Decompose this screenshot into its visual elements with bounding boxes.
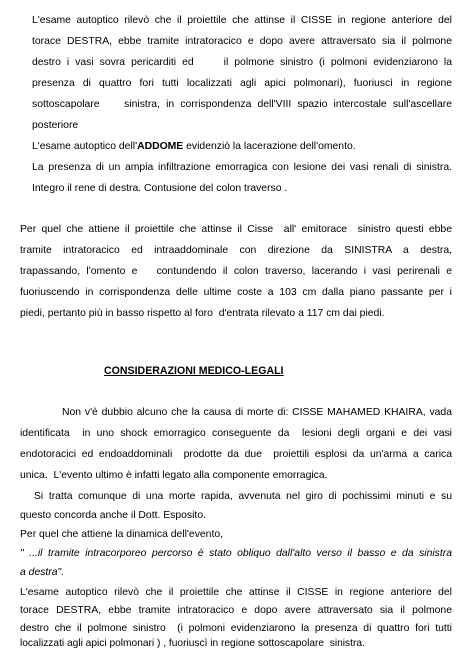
para1-line-2: torace DESTRA, ebbe tramite intratoracico e dopo avere attraversato sia il polmone — [32, 36, 452, 47]
para4-line-5: piedi, pertanto più in basso rispetto al foro d'entrata rilevato a 117 cm dai piedi. — [20, 308, 385, 319]
para3-line-1: La presenza di un ampia infiltrazione emorragica con lesione dei vasi renali di sinistra. — [32, 162, 452, 173]
para4-line-3: trapassando, l'omento e contundendo il colon traverso, lacerando i vasi perirenali e — [20, 266, 452, 277]
para2-suffix: evidenziò la lacerazione dell'omento. — [183, 141, 356, 152]
para8-line-3: destro che il polmone sinistro (i polmoni evidenziarono la presenza di quattro fori tutti — [20, 623, 452, 634]
para1-line-4: presenza di quattro fori tutti localizzati agli apici polmonari), fuoriuscì in regione — [32, 78, 452, 89]
section-heading: CONSIDERAZIONI MEDICO-LEGALI — [104, 365, 284, 377]
para6-line-2: questo concorda anche il Dott. Esposito. — [20, 510, 206, 521]
para1-line-6: posteriore — [32, 120, 79, 131]
para6-line-1: Si tratta comunque di una morte rapida, avvenuta nel giro di pochissimi minuti e su — [34, 491, 452, 502]
para4-line-1: Per quel che attiene il proiettile che attinse il Cisse all' emitorace sinistro questi ebbe — [20, 224, 452, 235]
para8-line-2: torace DESTRA, ebbe tramite intratoracico e dopo avere attraversato sia il polmone — [20, 605, 452, 616]
para1-line-5: sottoscapolare sinistra, in corrispondenza dell'VIII spazio intercostale sull'ascellare — [32, 99, 452, 110]
para2-bold-addome: ADDOME — [137, 141, 184, 152]
para3-line-2: Integro il rene di destra. Contusione del colon traverso . — [32, 183, 288, 194]
para7-line: Per quel che attiene la dinamica dell'evento, — [20, 529, 223, 540]
para4-line-4: fuoriuscendo in corrispondenza delle ultime coste a 103 cm dalla piano passante per i — [20, 287, 452, 298]
para5-line-4: unica. L'evento ultimo è infatti legato alla componente emorragica. — [20, 470, 328, 481]
para8-line-4: localizzati agli apici polmonari ) , fuoriuscì in regione sottoscapolare sinistra. — [20, 638, 365, 649]
para5-line-1: Non v'è dubbio alcuno che la causa di morte di: CISSE MAHAMED KHAIRA, vada — [62, 407, 452, 418]
para2-prefix: L'esame autoptico dell' — [32, 141, 138, 152]
para1-line-3: destro i vasi sovra pericarditi ed il polmone sinistro (i polmoni evidenziarono la — [32, 57, 452, 68]
para4-line-2: tramite intratoracico ed intraaddominale con direzione da SINISTRA a destra, — [20, 245, 452, 256]
para1-line-1: L'esame autoptico rilevò che il proiettile che attinse il CISSE in regione anteriore del — [32, 15, 452, 26]
para5-line-2: identificata in uno shock emorragico conseguente da lesioni degli organi e dei vasi — [20, 428, 452, 439]
para2-line — [32, 140, 356, 153]
para5-line-3: endotoracici ed endoaddominali prodotte da due proiettili esplosi da un'arma a carica — [20, 449, 452, 460]
para8-line-1: L'esame autoptico rilevò che il proiettile che attinse il CISSE in regione anteriore del — [20, 587, 452, 598]
quote-line-2: a destra". — [20, 567, 65, 578]
quote-line-1: " ...il tramite intracorporeo percorso è stato obliquo dall'alto verso il basso e da sinistra — [20, 548, 452, 559]
